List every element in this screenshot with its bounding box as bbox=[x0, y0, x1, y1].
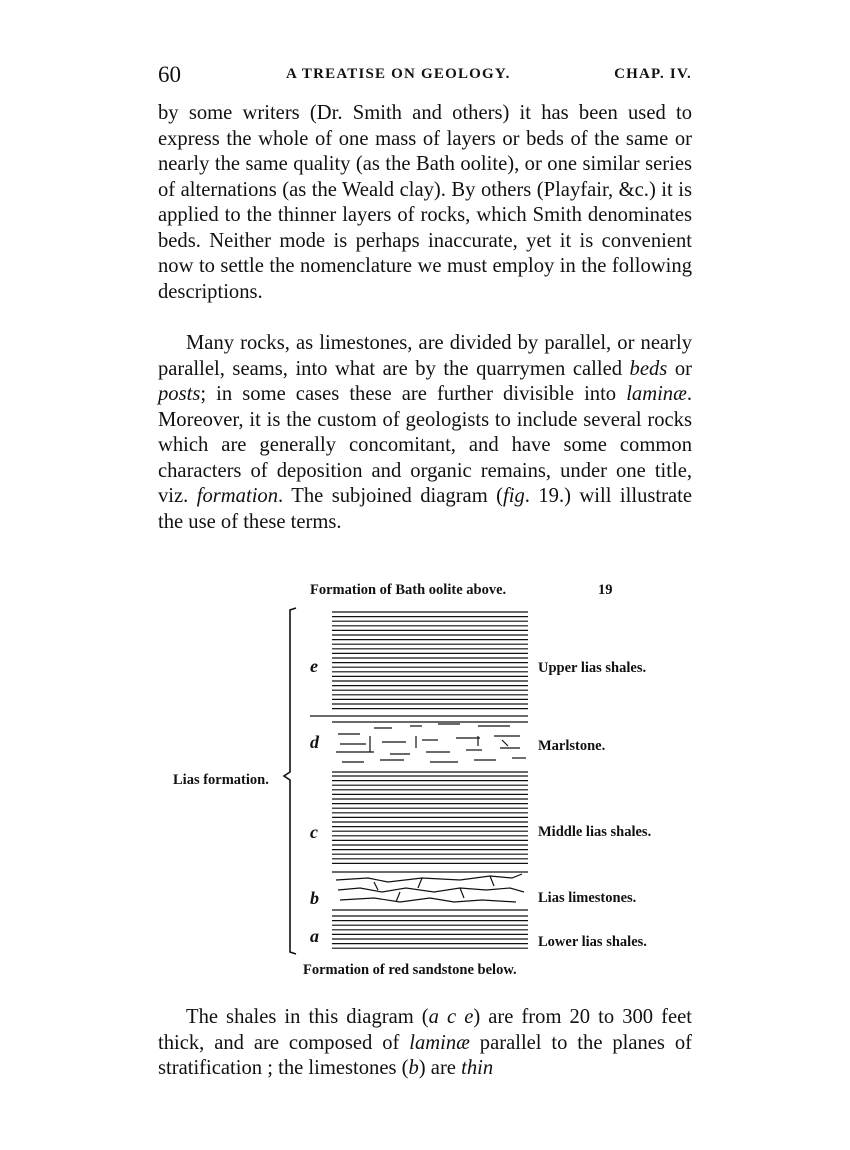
italic-term: beds bbox=[629, 357, 668, 380]
text-run: or bbox=[667, 357, 692, 380]
italic-term: b bbox=[408, 1057, 419, 1079]
layer-label-e: Upper lias shales. bbox=[538, 660, 647, 676]
stratigraphy-figure bbox=[160, 576, 720, 986]
text-run: ) are from 20 to 300 feet thick, and are composed of bbox=[158, 1006, 692, 1054]
text-run: parallel to the planes of stratification ; the limestones ( bbox=[158, 1031, 692, 1079]
paragraph-3 bbox=[158, 1005, 692, 1082]
layer-label-b: Lias limestones. bbox=[538, 890, 637, 906]
layer-letter-e: e bbox=[310, 656, 318, 676]
text-run: . The subjoined diagram ( bbox=[278, 485, 504, 507]
running-header bbox=[158, 62, 692, 88]
layer-b-limestones bbox=[332, 872, 528, 910]
figure-bottom-caption: Formation of red sandstone below. bbox=[303, 962, 517, 978]
stratum-mark bbox=[338, 888, 524, 892]
running-title: A TREATISE ON GEOLOGY. bbox=[286, 66, 511, 82]
text-run: ; in some cases these are further divisible into bbox=[200, 383, 627, 405]
layer-c-shales bbox=[332, 776, 528, 863]
text-run: by some writers (Dr. Smith and others) it has been used to express the whole of one mass of layers or beds of the same or nearly the same quality (as the Bath oolite), or one similar series of alternations (as the Weald clay). By others (Playfair, &c.) it is applied to the thinner layers of rocks, which Smith denominates beds. Neither mode is perhaps inaccurate, yet it is convenient now to settle the nomenclature we must employ in the following descriptions. bbox=[158, 102, 692, 303]
stratum-mark bbox=[370, 736, 508, 752]
text-run: Many rocks, as limestones, are divided by parallel, or nearly parallel, seams, into what are by the quarrymen called bbox=[158, 332, 692, 380]
lias-brace bbox=[284, 608, 296, 954]
layer-d-marlstone bbox=[332, 722, 528, 772]
layer-label-d: Marlstone. bbox=[538, 738, 606, 754]
text-run: The shales in this diagram ( bbox=[186, 1006, 429, 1028]
italic-term: a c e bbox=[428, 1006, 474, 1028]
text-run: . 19.) will illustrate the use of these terms. bbox=[158, 485, 692, 533]
italic-term: thin bbox=[461, 1057, 494, 1079]
italic-term: posts bbox=[158, 383, 201, 405]
italic-term: laminæ bbox=[409, 1031, 470, 1054]
layer-letter-d: d bbox=[310, 732, 319, 752]
layer-letter-b: b bbox=[310, 888, 319, 908]
figure-top-caption: Formation of Bath oolite above. bbox=[310, 582, 507, 598]
layer-letter-c: c bbox=[310, 822, 318, 842]
layer-label-c: Middle lias shales. bbox=[538, 824, 652, 840]
figure-number: 19 bbox=[598, 582, 613, 598]
italic-term: laminæ bbox=[626, 383, 687, 405]
layer-label-a: Lower lias shales. bbox=[538, 934, 647, 950]
chapter-label: CHAP. IV. bbox=[614, 66, 692, 82]
italic-term: fig bbox=[503, 485, 525, 507]
layer-e-shales bbox=[310, 612, 528, 716]
stratum-mark bbox=[336, 874, 522, 882]
italic-term: formation bbox=[196, 485, 279, 507]
layer-letter-a: a bbox=[310, 926, 319, 946]
text-run: . Moreover, it is the custom of geologists to include several rocks which are generally concomitant, and have some common characters of deposition and organic remains, under one title, viz. bbox=[158, 383, 692, 507]
text-run: ) are bbox=[418, 1057, 462, 1079]
layer-a-shales bbox=[332, 916, 528, 948]
paragraph-2 bbox=[158, 331, 692, 535]
page-number: 60 bbox=[158, 62, 181, 87]
stratum-mark bbox=[340, 898, 516, 902]
lias-formation-label: Lias formation. bbox=[173, 772, 269, 788]
paragraph-1 bbox=[158, 101, 692, 305]
